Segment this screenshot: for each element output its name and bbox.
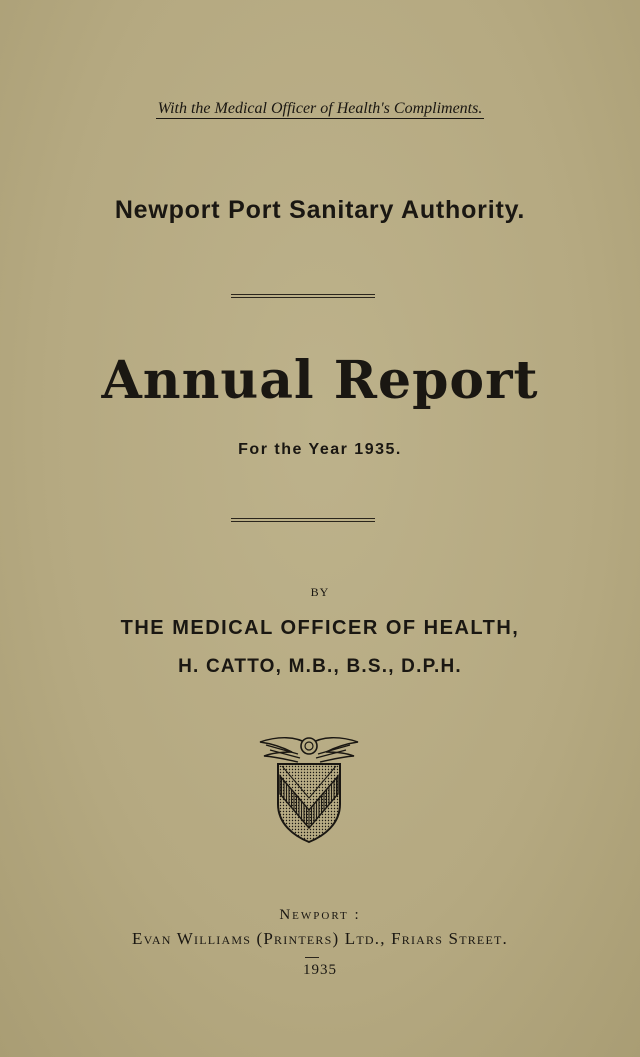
imprint-place: Newport : (279, 907, 361, 923)
authority-heading: Newport Port Sanitary Authority. (114, 196, 526, 224)
officer-title: THE MEDICAL OFFICER OF HEALTH, (120, 617, 520, 639)
divider-rule-bottom (231, 518, 375, 519)
divider-rule-bottom-2 (231, 521, 375, 522)
report-year: For the Year 1935. (238, 441, 402, 458)
officer-name: H. CATTO, M.B., B.S., D.P.H. (178, 656, 462, 677)
winged-shield-emblem-icon (258, 732, 360, 844)
imprint-printer: Evan Williams (Printers) Ltd., Friars Street. (132, 929, 508, 948)
report-title: Annual Report (101, 350, 539, 411)
imprint-year: 1935 (303, 962, 337, 978)
compliments-text: With the Medical Officer of Health's Compliments. (157, 100, 483, 117)
compliments-line (0, 100, 640, 118)
divider-rule-top-2 (231, 297, 375, 298)
by-label: BY (310, 585, 330, 599)
divider-rule-top (231, 294, 375, 295)
imprint-dash (305, 957, 319, 958)
